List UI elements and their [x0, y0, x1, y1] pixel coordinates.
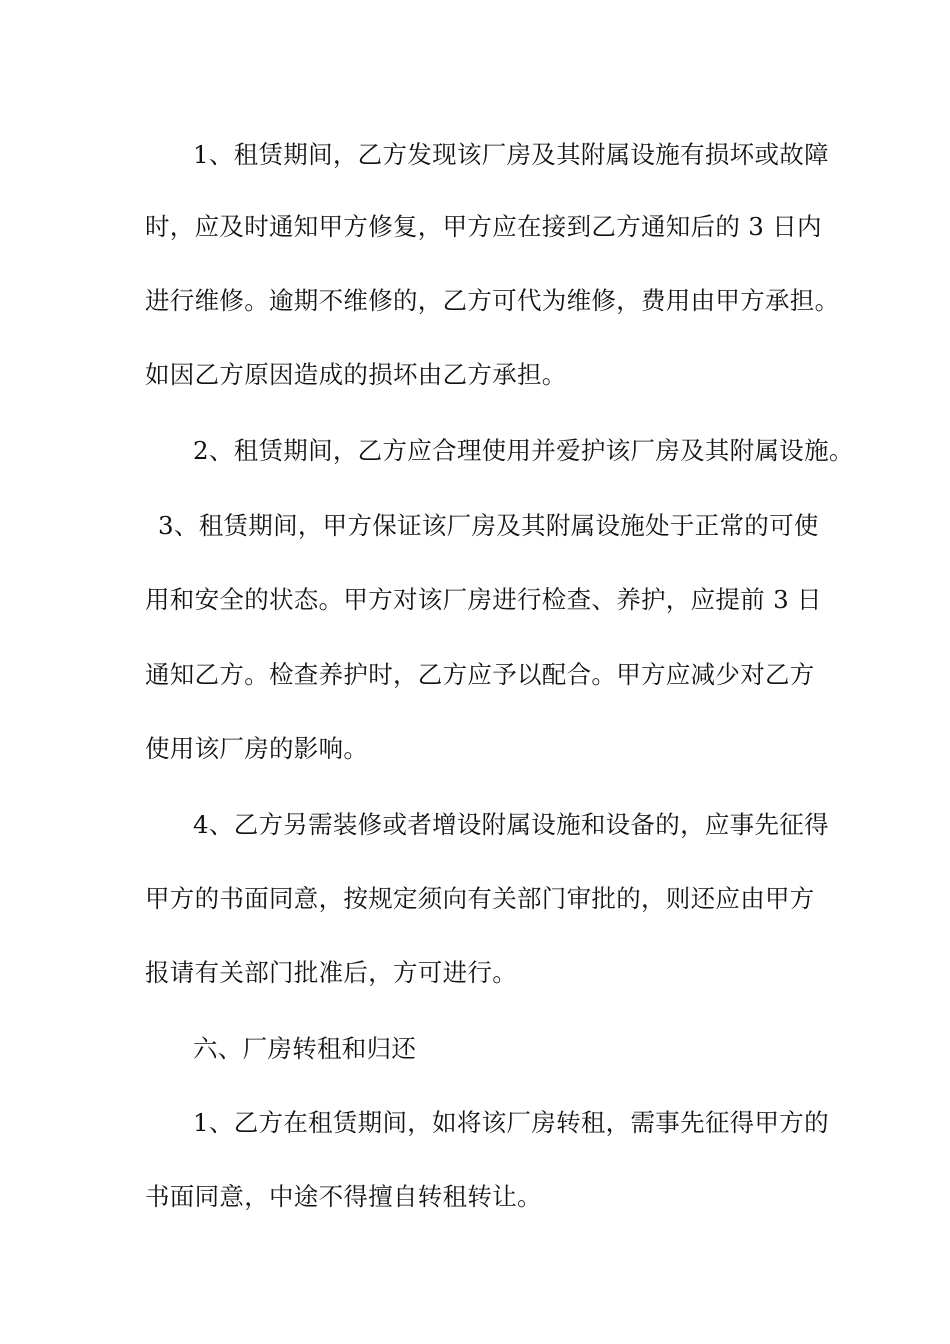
text-line: 如因乙方原因造成的损坏由乙方承担。	[145, 360, 567, 389]
text-line: 用和安全的状态。甲方对该厂房进行检查、养护，应提前 3 日	[145, 585, 822, 614]
text-line: 甲方的书面同意，按规定须向有关部门审批的，则还应由甲方	[145, 884, 815, 913]
text-line: 1、乙方在租赁期间，如将该厂房转租，需事先征得甲方的	[193, 1108, 829, 1137]
text-line: 2、租赁期间，乙方应合理使用并爱护该厂房及其附属设施。	[193, 436, 854, 465]
text-line: 1、租赁期间，乙方发现该厂房及其附属设施有损坏或故障	[193, 140, 829, 169]
text-line: 3、租赁期间，甲方保证该厂房及其附属设施处于正常的可使	[158, 511, 819, 540]
text-line: 通知乙方。检查养护时，乙方应予以配合。甲方应减少对乙方	[145, 660, 815, 689]
text-line: 4、乙方另需装修或者增设附属设施和设备的，应事先征得	[193, 810, 829, 839]
section-heading: 六、厂房转租和归还	[193, 1034, 417, 1063]
text-line: 进行维修。逾期不维修的，乙方可代为维修，费用由甲方承担。	[145, 286, 840, 315]
text-line: 书面同意，中途不得擅自转租转让。	[145, 1182, 542, 1211]
text-line: 时，应及时通知甲方修复，甲方应在接到乙方通知后的 3 日内	[145, 212, 822, 241]
text-line: 使用该厂房的影响。	[145, 734, 369, 763]
text-line: 报请有关部门批准后，方可进行。	[145, 958, 517, 987]
